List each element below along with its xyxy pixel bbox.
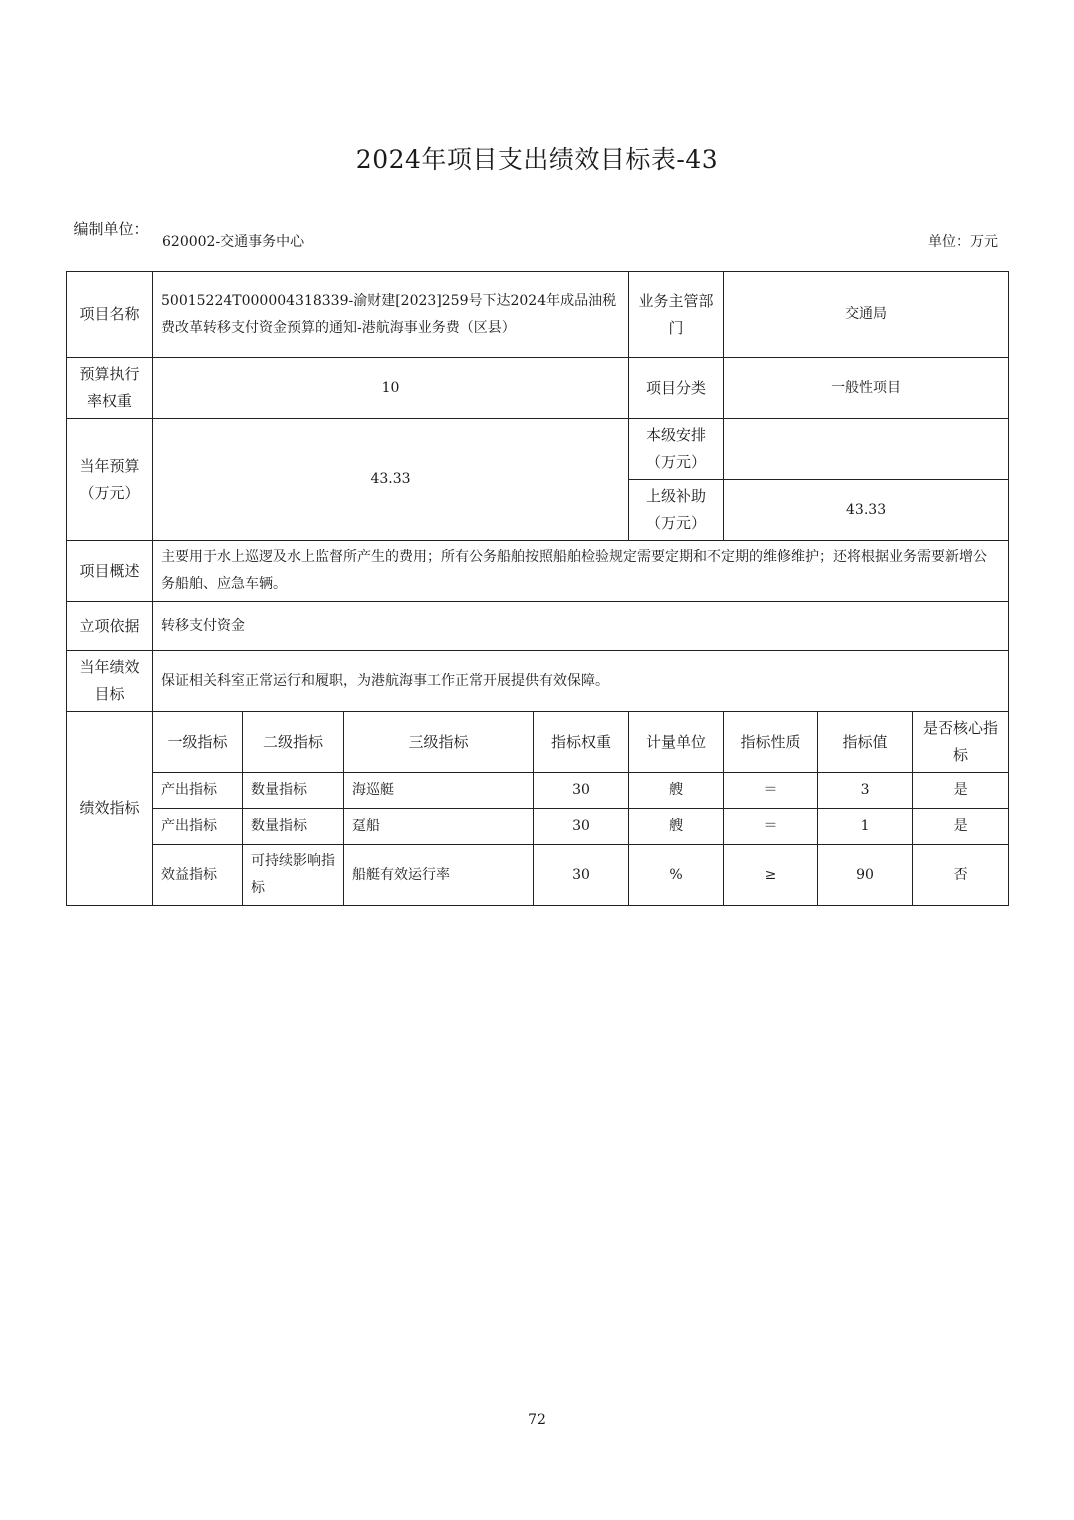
page-number: 72 bbox=[528, 1412, 546, 1428]
core-cell: 是 bbox=[913, 773, 1009, 809]
goal-label: 当年绩效目标 bbox=[67, 651, 153, 712]
basis-label: 立项依据 bbox=[67, 602, 153, 651]
performance-table bbox=[66, 271, 1009, 906]
overview-value: 主要用于水上巡逻及水上监督所产生的费用；所有公务船舶按照船舶检验规定需要定期和不定期的维修维护；还将根据业务需要新增公务船舶、应急车辆。 bbox=[153, 541, 1009, 602]
category-value: 一般性项目 bbox=[724, 358, 1009, 419]
weight-row bbox=[67, 358, 1009, 419]
category-label: 项目分类 bbox=[629, 358, 724, 419]
goal-row bbox=[67, 651, 1009, 712]
budget-row bbox=[67, 419, 1009, 480]
indicator-row bbox=[67, 809, 1009, 845]
value-cell: 90 bbox=[818, 845, 913, 906]
value-cell: 1 bbox=[818, 809, 913, 845]
overview-label: 项目概述 bbox=[67, 541, 153, 602]
unit-cell: % bbox=[629, 845, 724, 906]
indicator-header-row bbox=[67, 712, 1009, 773]
weight-value: 10 bbox=[153, 358, 629, 419]
unit-cell: 艘 bbox=[629, 773, 724, 809]
project-name-label: 项目名称 bbox=[67, 272, 153, 358]
project-name-row bbox=[67, 272, 1009, 358]
dept-value: 交通局 bbox=[724, 272, 1009, 358]
indicator-header: 是否核心指标 bbox=[913, 712, 1009, 773]
currency-unit: 单位：万元 bbox=[928, 234, 998, 250]
page-title: 2024年项目支出绩效目标表-43 bbox=[355, 145, 719, 174]
basis-row bbox=[67, 602, 1009, 651]
unit-name: 620002-交通事务中心 bbox=[162, 234, 305, 250]
level1-cell: 效益指标 bbox=[153, 845, 243, 906]
level2-cell: 数量指标 bbox=[243, 809, 344, 845]
value-cell: 3 bbox=[818, 773, 913, 809]
indicator-header: 三级指标 bbox=[344, 712, 534, 773]
indicator-header: 二级指标 bbox=[243, 712, 344, 773]
indicator-row bbox=[67, 845, 1009, 906]
project-name: 50015224T000004318339-渝财建[2023]259号下达2024年成品油税费改革转移支付资金预算的通知-港航海事业务费（区县） bbox=[153, 272, 629, 358]
nature-cell: ＝ bbox=[724, 773, 818, 809]
weight-cell: 30 bbox=[534, 809, 629, 845]
indicator-label: 绩效指标 bbox=[67, 712, 153, 906]
level2-cell: 数量指标 bbox=[243, 773, 344, 809]
budget-label: 当年预算（万元） bbox=[67, 419, 153, 541]
unit-row bbox=[66, 216, 1008, 270]
level2-cell: 可持续影响指标 bbox=[243, 845, 344, 906]
level1-cell: 产出指标 bbox=[153, 809, 243, 845]
level1-cell: 产出指标 bbox=[153, 773, 243, 809]
basis-value: 转移支付资金 bbox=[153, 602, 1009, 651]
level3-cell: 海巡艇 bbox=[344, 773, 534, 809]
indicator-header: 指标值 bbox=[818, 712, 913, 773]
core-cell: 是 bbox=[913, 809, 1009, 845]
budget-value: 43.33 bbox=[153, 419, 629, 541]
weight-cell: 30 bbox=[534, 845, 629, 906]
level3-cell: 趸船 bbox=[344, 809, 534, 845]
local-value bbox=[724, 419, 1009, 480]
nature-cell: ≥ bbox=[724, 845, 818, 906]
unit-cell: 艘 bbox=[629, 809, 724, 845]
indicator-header: 指标权重 bbox=[534, 712, 629, 773]
goal-value: 保证相关科室正常运行和履职，为港航海事工作正常开展提供有效保障。 bbox=[153, 651, 1009, 712]
upper-label: 上级补助（万元） bbox=[629, 480, 724, 541]
indicator-header: 一级指标 bbox=[153, 712, 243, 773]
level3-cell: 船艇有效运行率 bbox=[344, 845, 534, 906]
weight-cell: 30 bbox=[534, 773, 629, 809]
indicator-row bbox=[67, 773, 1009, 809]
core-cell: 否 bbox=[913, 845, 1009, 906]
dept-label: 业务主管部门 bbox=[629, 272, 724, 358]
overview-row bbox=[67, 541, 1009, 602]
nature-cell: ＝ bbox=[724, 809, 818, 845]
indicator-header: 指标性质 bbox=[724, 712, 818, 773]
local-label: 本级安排（万元） bbox=[629, 419, 724, 480]
indicator-header: 计量单位 bbox=[629, 712, 724, 773]
upper-value: 43.33 bbox=[724, 480, 1009, 541]
weight-label: 预算执行率权重 bbox=[67, 358, 153, 419]
unit-label: 编制单位： bbox=[73, 220, 149, 238]
